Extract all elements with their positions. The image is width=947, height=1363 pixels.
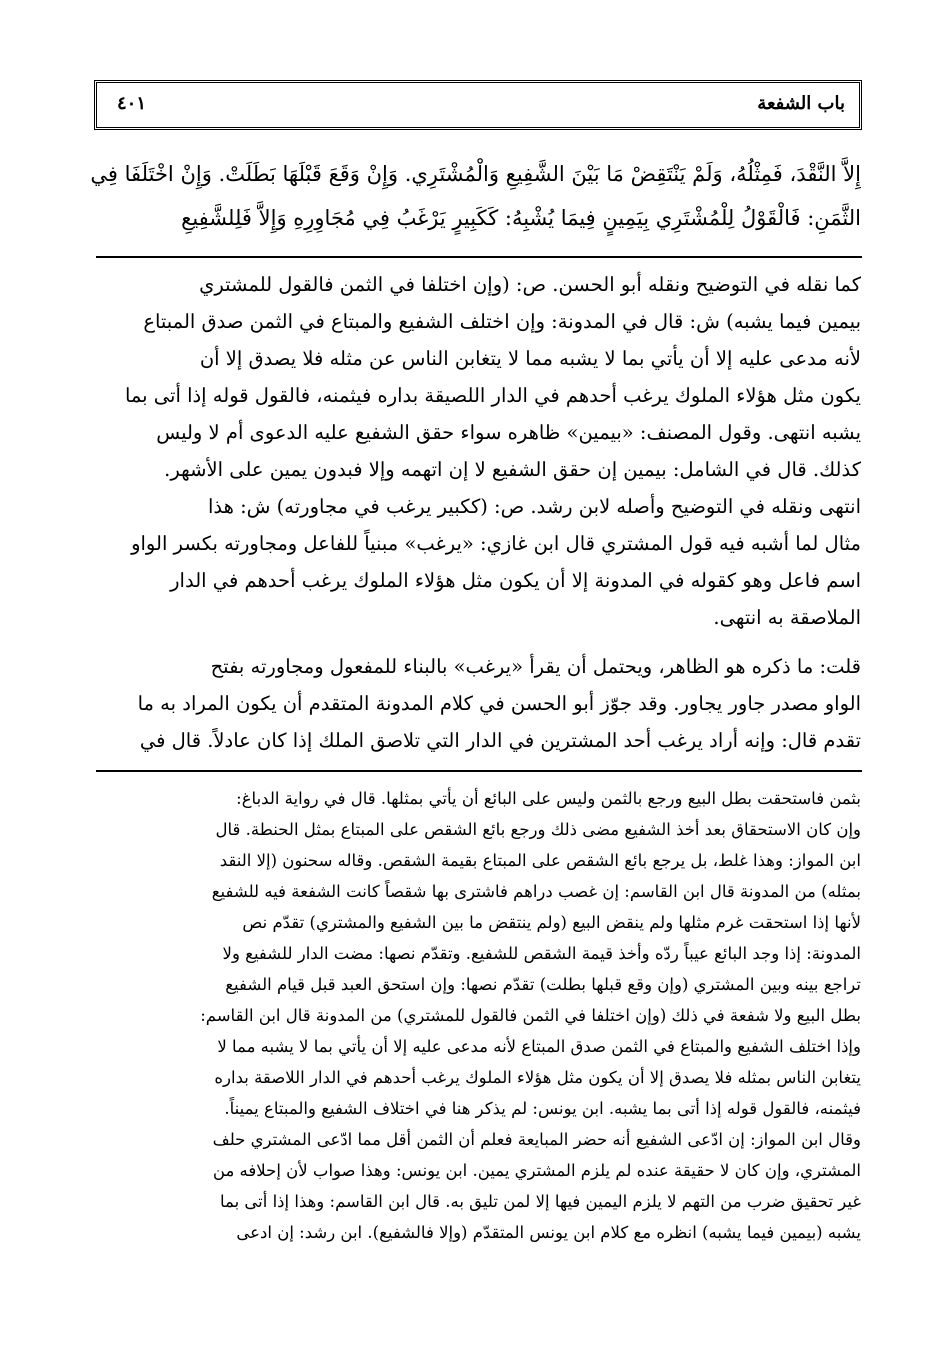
- footnote-line: يشبه (بيمين فيما يشبه) انظره مع كلام ابن يونس المتقدّم (وإلا فالشفيع). ابن رشد: إن ادعى: [236, 1223, 861, 1242]
- footnote-line: المدونة: إذا وجد البائع عيباً ردّه وأخذ قيمة الشقص للشفيع. وتقدّم نصها: مضت الدار للشفيع ولا: [222, 944, 861, 963]
- text-line: إِلاَّ النَّقْدَ، فَمِثْلُهُ، وَلَمْ يَنْتَقِضْ مَا بَيْنَ الشَّفِيعِ وَالْمُشْتَرِي. وَإِنْ وَقَعَ قَبْلَهَا بَطَلَتْ. وَإِنْ اخْتَلَفَا فِي: [90, 162, 861, 186]
- text-line: الثَّمَنِ: فَالْقَوْلُ لِلْمُشْتَرِي بِيَمِينٍ فِيمَا يُشْبِهُ: كَكَبِيرٍ يَرْغَبُ فِي مُجَاوِرِهِ وَإِلاَّ فَلِلشَّفِيعِ: [181, 206, 861, 230]
- footnote-line: وقال ابن المواز: إن ادّعى الشفيع أنه حضر المبايعة فعلم أن الثمن أقل مما ادّعى المشتري حلف: [212, 1130, 861, 1149]
- footnote-line: لأنها إذا استحقت غرم مثلها ولم ينقض البيع (ولم ينتقض ما بين الشفيع والمشتري) تقدّم نص: [242, 913, 861, 932]
- text-line: مثال لما أشبه فيه قول المشتري قال ابن غازي: «يرغب» مبنياً للفاعل ومجاورته بكسر الواو: [131, 532, 861, 555]
- text-line: بيمين فيما يشبه) ش: قال في المدونة: وإن اختلف الشفيع والمبتاع في الثمن صدق المبتاع: [143, 310, 861, 333]
- text-line: لأنه مدعى عليه إلا أن يأتي بما لا يشبه مما لا يتغابن الناس عن مثله فلا يصدق إلا أن: [199, 347, 861, 370]
- footnote-line: وإن كان الاستحقاق بعد أخذ الشفيع مضى ذلك ورجع بائع الشقص على المبتاع بمثل الحنطة. قال: [215, 820, 861, 839]
- footnote-line: بطل البيع ولا شفعة في ذلك (وإن اختلفا في الثمن فالقول للمشتري) من المدونة قال ابن القاسم:: [200, 1006, 861, 1025]
- text-line: كما نقله في التوضيح ونقله أبو الحسن. ص: (وإن اختلفا في الثمن فالقول للمشتري: [199, 273, 861, 296]
- text-line: الواو مصدر جاور يجاور. وقد جوّز أبو الحسن في كلام المدونة المتقدم أن يكون المراد به ما: [137, 692, 861, 715]
- footnote-line: غير تحقيق ضرب من التهم لا يلزم اليمين فيها إلا لمن تليق به. قال ابن القاسم: وهذا إذا أتى بما: [220, 1192, 861, 1211]
- section-divider: [96, 256, 862, 258]
- text-line: تقدم قال: وإنه أراد يرغب أحد المشترين في الدار التي تلاصق الملك إذا كان عادلاً. قال في: [139, 729, 861, 752]
- footnote-line: ابن المواز: وهذا غلط، بل يرجع بائع الشقص على المبتاع بقيمة الشقص. وقاله سحنون (إلا النقد: [219, 851, 861, 870]
- footnote-line: وإذا اختلف الشفيع والمبتاع في الثمن صدق المبتاع لأنه مدعى عليه إلا أن يأتي بما لا يشبه مما لا: [217, 1037, 861, 1056]
- text-line: الملاصقة به انتهى.: [713, 606, 861, 629]
- footnote-divider: [96, 770, 862, 772]
- footnote-line: بثمن فاستحقت بطل البيع ورجع بالثمن وليس على البائع أن يأتي بمثلها. قال في رواية الدباغ:: [236, 789, 861, 808]
- footnote-line: فيثمنه، فالقول قوله إذا أتى بما يشبه. ابن يونس: لم يذكر هنا في اختلاف الشفيع والمبتاع يميناً.: [224, 1099, 861, 1118]
- footnote-line: بمثله) من المدونة قال ابن القاسم: إن غصب دراهم فاشترى بها شقصاً كانت الشفعة فيه للشفيع: [211, 882, 861, 901]
- page-number: ٤٠١: [117, 93, 147, 114]
- footnote-line: المشتري، وإن كان لا حقيقة عنده لم يلزم المشتري يمين. ابن يونس: وهذا صواب لأن إحلافه من: [212, 1161, 861, 1180]
- footnote-line: تراجع بينه وبين المشتري (وإن وقع قبلها بطلت) تقدّم نصها: وإن استحق العبد قبل قيام الشفيع: [225, 975, 861, 994]
- page-header: [94, 80, 862, 130]
- text-line: انتهى ونقله في التوضيح وأصله لابن رشد. ص: (ككبير يرغب في مجاورته) ش: هذا: [207, 495, 861, 518]
- text-line: اسم فاعل وهو كقوله في المدونة إلا أن يكون مثل هؤلاء الملوك يرغب أحدهم في الدار: [170, 569, 861, 592]
- text-line: يشبه انتهى. وقول المصنف: «بيمين» ظاهره سواء حقق الشفيع عليه الدعوى أم لا وليس: [156, 421, 861, 444]
- text-line: كذلك. قال في الشامل: بيمين إن حقق الشفيع لا إن اتهمه وإلا فبدون يمين على الأشهر.: [164, 458, 861, 481]
- text-line: يكون مثل هؤلاء الملوك يرغب أحدهم في الدار اللصيقة بداره فيثمنه، فالقول قوله إذا أتى بما: [124, 384, 861, 407]
- footnote-line: يتغابن الناس بمثله فلا يصدق إلا أن يكون مثل هؤلاء الملوك يرغب أحدهم في الدار اللاصقة بداره: [214, 1068, 861, 1087]
- chapter-title: باب الشفعة: [757, 93, 845, 114]
- text-line: قلت: ما ذكره هو الظاهر، ويحتمل أن يقرأ «يرغب» بالبناء للمفعول ومجاورته بفتح: [210, 655, 861, 678]
